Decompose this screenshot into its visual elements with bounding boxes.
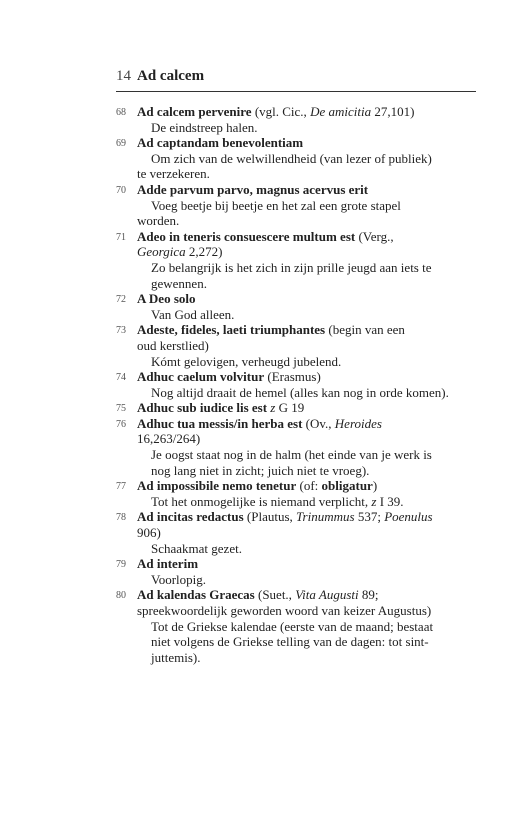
source-note-continued: 16,263/264): [137, 431, 201, 447]
entry-number: 74: [116, 372, 126, 384]
translation-continued: worden.: [137, 213, 180, 229]
entry-77: [116, 478, 478, 509]
entry-list: [116, 104, 478, 665]
latin-phrase: A Deo solo: [137, 291, 196, 307]
latin-phrase: Adhuc sub iudice lis est: [137, 400, 268, 416]
translation: Nog altijd draait de hemel (alles kan nog in orde komen).: [151, 384, 449, 400]
entry-74: [116, 369, 478, 400]
running-header: [116, 67, 476, 92]
variant-note: (of: obligatur): [299, 478, 378, 494]
entry-number: 79: [116, 559, 126, 571]
translation: Je oogst staat nog in de halm (het einde van je werk is: [151, 447, 432, 463]
source-note: (vgl. Cic., De amicitia 27,101): [254, 104, 415, 119]
latin-phrase: Ad interim: [137, 556, 199, 572]
latin-phrase: Ad kalendas Graecas: [137, 587, 255, 603]
translation: Zo belangrijk is het zich in zijn prille jeugd aan iets te: [151, 259, 432, 275]
latin-phrase: Adhuc caelum volvitur: [137, 369, 265, 385]
entry-78: [116, 509, 478, 556]
entry-number: 68: [116, 107, 126, 118]
translation: Kómt gelovigen, verheugd jubelend.: [151, 353, 342, 369]
entry-71: [116, 229, 478, 291]
latin-phrase: Ad calcem pervenire: [137, 104, 252, 119]
entry-72: [116, 291, 478, 322]
translation-continued: nog lang niet in zicht; juich niet te vroeg).: [151, 462, 370, 478]
entry-number: 70: [116, 184, 126, 196]
page-number: 14: [116, 68, 131, 84]
entry-number: 76: [116, 418, 126, 430]
cross-reference: z G 19: [270, 400, 305, 416]
entry-number: 78: [116, 512, 126, 524]
entry-number: 72: [116, 294, 126, 306]
translation: De eindstreep halen.: [151, 119, 258, 135]
latin-phrase: Adeo in teneris consuescere multum est: [137, 228, 356, 244]
translation-continued: gewennen.: [151, 275, 207, 291]
entry-69: [116, 135, 478, 182]
translation: Voeg beetje bij beetje en het zal een grote stapel: [151, 197, 401, 213]
translation-continued: niet volgens de Griekse telling van de dagen: tot sint-: [151, 634, 429, 650]
entry-73: [116, 322, 478, 369]
translation: Voorlopig.: [151, 571, 207, 587]
source-note-continued: spreekwoordelijk geworden woord van keizer Augustus): [137, 603, 432, 618]
latin-phrase: Ad impossibile nemo tenetur: [137, 478, 297, 494]
translation: Om zich van de welwillendheid (van lezer of publiek): [151, 150, 432, 166]
source-note-continued: oud kerstlied): [137, 337, 209, 353]
entry-80: [116, 587, 478, 665]
translation: Tot het onmogelijke is niemand verplicht, z I 39.: [151, 493, 404, 509]
translation: Tot de Griekse kalendae (eerste van de maand; bestaat: [151, 618, 434, 634]
entry-number: 71: [116, 231, 126, 243]
source-note: (Suet., Vita Augusti 89;: [257, 587, 379, 603]
entry-number: 73: [116, 325, 126, 337]
translation: Van God alleen.: [151, 306, 235, 322]
source-note: (Verg.,: [358, 228, 394, 244]
source-note-continued: Georgica 2,272): [137, 244, 223, 260]
entry-number: 75: [116, 403, 126, 415]
running-title: Ad calcem: [137, 68, 205, 84]
source-note: (Plautus, Trinummus 537; Poenulus: [246, 509, 433, 525]
entry-79: [116, 556, 478, 587]
entry-76: [116, 416, 478, 478]
latin-phrase: Adhuc tua messis/in herba est: [137, 415, 303, 431]
translation-continued: te verzekeren.: [137, 166, 210, 182]
source-note: (Ov., Heroides: [305, 415, 382, 431]
source-note: (begin van een: [328, 322, 405, 338]
entry-number: 77: [116, 481, 126, 493]
source-note-continued: 906): [137, 525, 161, 541]
entry-75: [116, 400, 478, 416]
entry-70: [116, 182, 478, 229]
latin-phrase: Adeste, fideles, laeti triumphantes: [137, 322, 326, 338]
latin-phrase: Ad captandam benevolentiam: [137, 135, 304, 151]
source-note: (Erasmus): [267, 369, 321, 385]
entry-number: 80: [116, 590, 126, 602]
translation-continued: juttemis).: [151, 649, 201, 665]
entry-68: [116, 104, 478, 135]
latin-phrase: Adde parvum parvo, magnus acervus erit: [137, 181, 369, 197]
entry-number: 69: [116, 138, 126, 150]
latin-phrase: Ad incitas redactus: [137, 509, 244, 525]
translation: Schaakmat gezet.: [151, 540, 242, 556]
